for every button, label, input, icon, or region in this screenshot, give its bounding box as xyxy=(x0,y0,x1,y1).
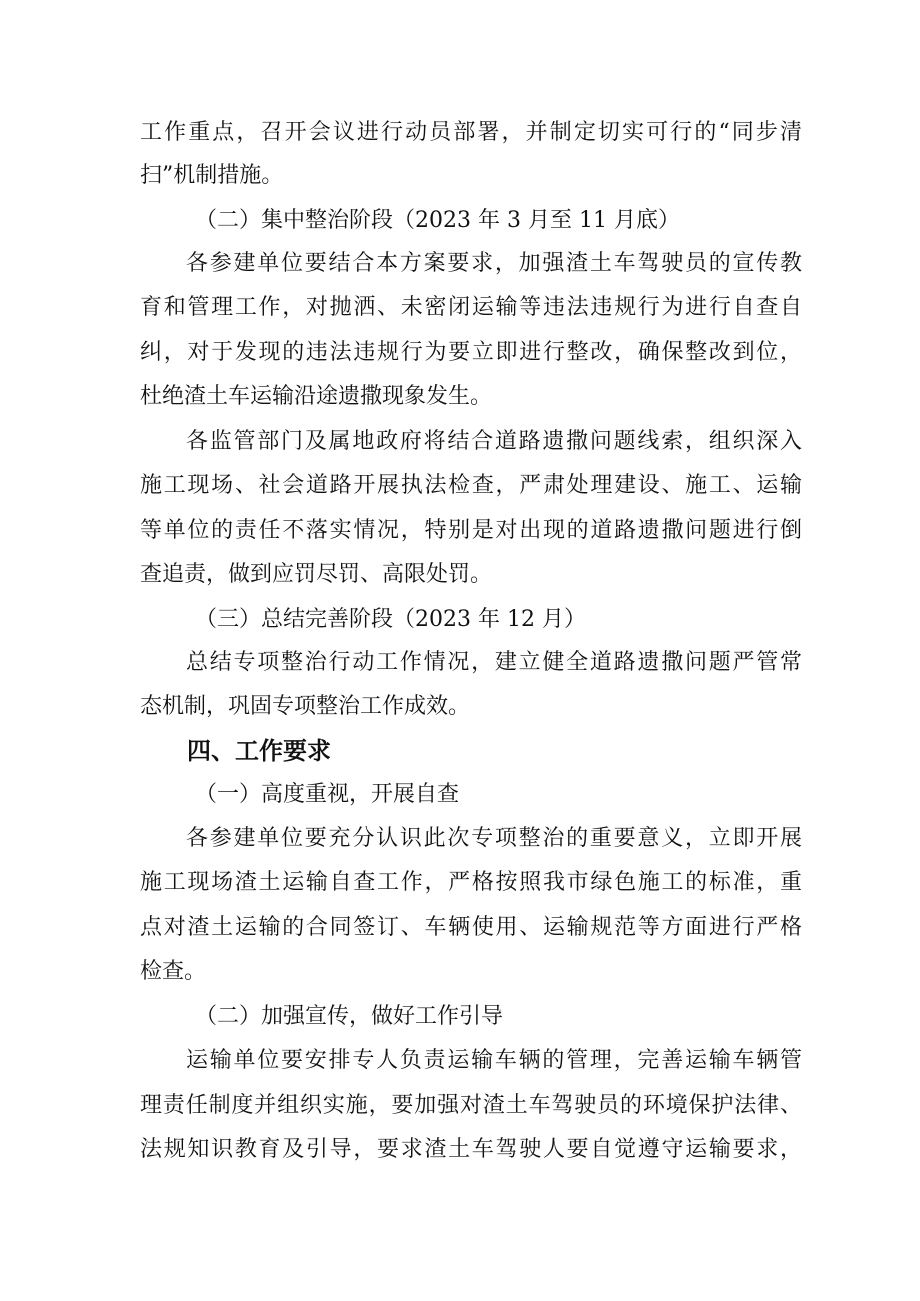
paragraph-line: 理责任制度并组织实施，要加强对渣土车驾驶员的环境保护法律、 xyxy=(140,1093,802,1118)
paragraph-line: 扫”机制措施。 xyxy=(140,163,284,188)
paragraph-line: 施工现场、社会道路开展执法检查，严肃处理建设、施工、运输 xyxy=(140,473,802,498)
paragraph-line: 点对渣土运输的合同签订、车辆使用、运输规范等方面进行严格 xyxy=(140,915,802,940)
paragraph-line: 各监管部门及属地政府将结合道路遗撒问题线索，组织深入 xyxy=(186,429,802,454)
paragraph-line: 检查。 xyxy=(140,959,207,984)
paragraph-line: 总结专项整治行动工作情况，建立健全道路遗撒问题严管常 xyxy=(186,650,802,675)
paragraph-line: 态机制，巩固专项整治工作成效。 xyxy=(140,694,471,719)
paragraph-line: 施工现场渣土运输自查工作，严格按照我市绿色施工的标准，重 xyxy=(140,870,802,895)
section-subheading: （二）集中整治阶段（2023 年 3 月至 11 月底） xyxy=(195,208,680,233)
section-subheading: （二）加强宣传，做好工作引导 xyxy=(195,1004,504,1029)
paragraph-line: 查追责，做到应罚尽罚、高限处罚。 xyxy=(140,562,493,587)
paragraph-line: 纠，对于发现的违法违规行为要立即进行整改，确保整改到位， xyxy=(140,340,802,365)
paragraph-line: 运输单位要安排专人负责运输车辆的管理，完善运输车辆管 xyxy=(186,1048,802,1073)
paragraph-line: 育和管理工作，对抛洒、未密闭运输等违法违规行为进行自查自 xyxy=(140,295,802,320)
paragraph-line: 各参建单位要结合本方案要求，加强渣土车驾驶员的宣传教 xyxy=(186,251,802,276)
paragraph-line: 等单位的责任不落实情况，特别是对出现的道路遗撒问题进行倒 xyxy=(140,518,802,543)
section-subheading: （一）高度重视，开展自查 xyxy=(195,782,460,807)
paragraph-line: 法规知识教育及引导，要求渣土车驾驶人要自觉遵守运输要求， xyxy=(140,1137,802,1162)
paragraph-line: 工作重点，召开会议进行动员部署，并制定切实可行的“同步清 xyxy=(140,120,802,145)
section-subheading: （三）总结完善阶段（2023 年 12 月） xyxy=(195,607,586,632)
section-heading: 四、工作要求 xyxy=(187,737,331,765)
paragraph-line: 杜绝渣土车运输沿途遗撒现象发生。 xyxy=(140,384,493,409)
paragraph-line: 各参建单位要充分认识此次专项整治的重要意义，立即开展 xyxy=(186,826,802,851)
